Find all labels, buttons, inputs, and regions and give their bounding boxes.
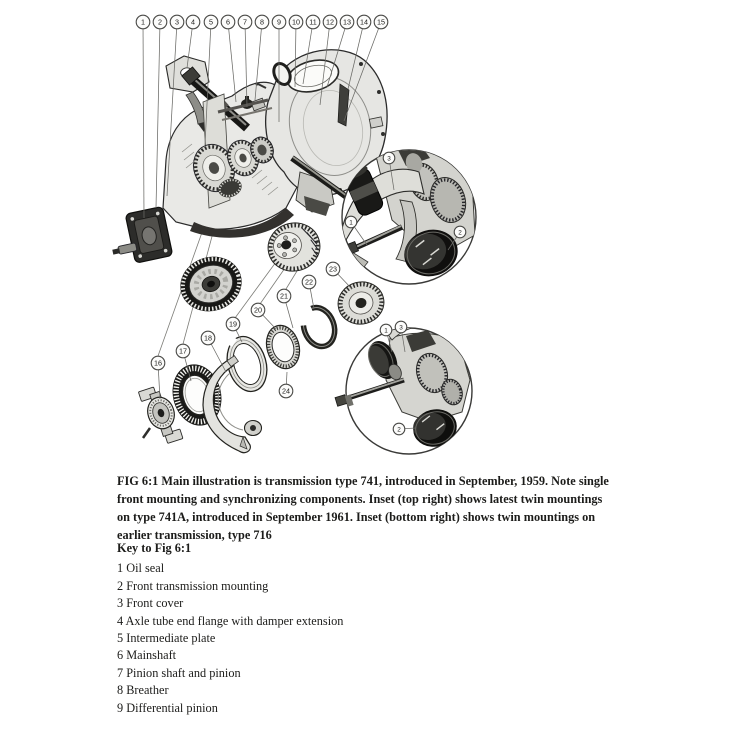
pinion-gear (334, 277, 389, 329)
callout-number: 1 (141, 17, 145, 27)
callout-number: 19 (229, 319, 237, 329)
callout-number: 22 (305, 277, 313, 287)
inset-bottom-right (335, 314, 472, 454)
callout-number: 6 (226, 17, 230, 27)
key-item: 5 Intermediate plate (117, 631, 216, 646)
callout-number: 12 (326, 17, 334, 27)
callout-number: 5 (209, 17, 213, 27)
callout-leader-line (143, 22, 144, 218)
callout-number: 1 (349, 219, 353, 227)
figure-key (117, 540, 343, 717)
callout-number: 15 (377, 17, 385, 27)
callout-number: 20 (254, 305, 262, 315)
callout-number: 24 (282, 386, 290, 396)
callout-number: 3 (175, 17, 179, 27)
callout-number: 18 (204, 333, 212, 343)
key-item: 4 Axle tube end flange with damper extension (117, 613, 344, 628)
caption-line: front mounting and synchronizing components. Inset (top right) shows latest twin mountings (117, 492, 603, 506)
callout-number: 7 (243, 17, 247, 27)
caption-line: on type 741A, introduced in September 1961. Inset (bottom right) shows twin mountings on (117, 510, 596, 524)
callout-number: 21 (280, 291, 288, 301)
snap-ring-22 (298, 303, 340, 351)
key-item: 9 Differential pinion (117, 700, 218, 715)
front-mount-block (106, 206, 173, 267)
callout-number: 10 (292, 17, 300, 27)
callout-number: 2 (158, 17, 162, 27)
callout-number: 3 (399, 324, 403, 332)
callout-number: 16 (154, 358, 162, 368)
callout-number: 4 (191, 17, 195, 27)
key-item: 6 Mainshaft (117, 648, 177, 663)
key-item: 3 Front cover (117, 596, 184, 611)
callout-number: 17 (179, 346, 187, 356)
key-title: Key to Fig 6:1 (117, 541, 192, 555)
callout-number: 9 (277, 17, 281, 27)
callout-number: 2 (397, 426, 401, 434)
callout-number: 2 (458, 229, 462, 237)
callout-number: 23 (329, 264, 337, 274)
callout-number: 14 (360, 17, 368, 27)
callout-number: 8 (260, 17, 264, 27)
figure-caption (117, 472, 609, 544)
key-list (117, 560, 343, 717)
key-item: 7 Pinion shaft and pinion (117, 665, 241, 680)
key-item: 8 Breather (117, 683, 169, 698)
key-item: 1 Oil seal (117, 561, 165, 576)
callout-number: 3 (387, 155, 391, 163)
key-item: 2 Front transmission mounting (117, 578, 269, 593)
caption-line: earlier transmission, type 716 (117, 528, 272, 542)
ring-gear (173, 249, 249, 320)
callout-number: 11 (309, 17, 317, 27)
callout-leader-line (228, 22, 236, 102)
callout-number: 13 (343, 17, 351, 27)
synchro-ring-20 (262, 321, 305, 372)
callout-number: 1 (384, 327, 388, 335)
caption-line: FIG 6:1 Main illustration is transmission type 741, introduced in September, 1959. Note single (117, 474, 609, 488)
callout-leader-line (156, 22, 160, 208)
